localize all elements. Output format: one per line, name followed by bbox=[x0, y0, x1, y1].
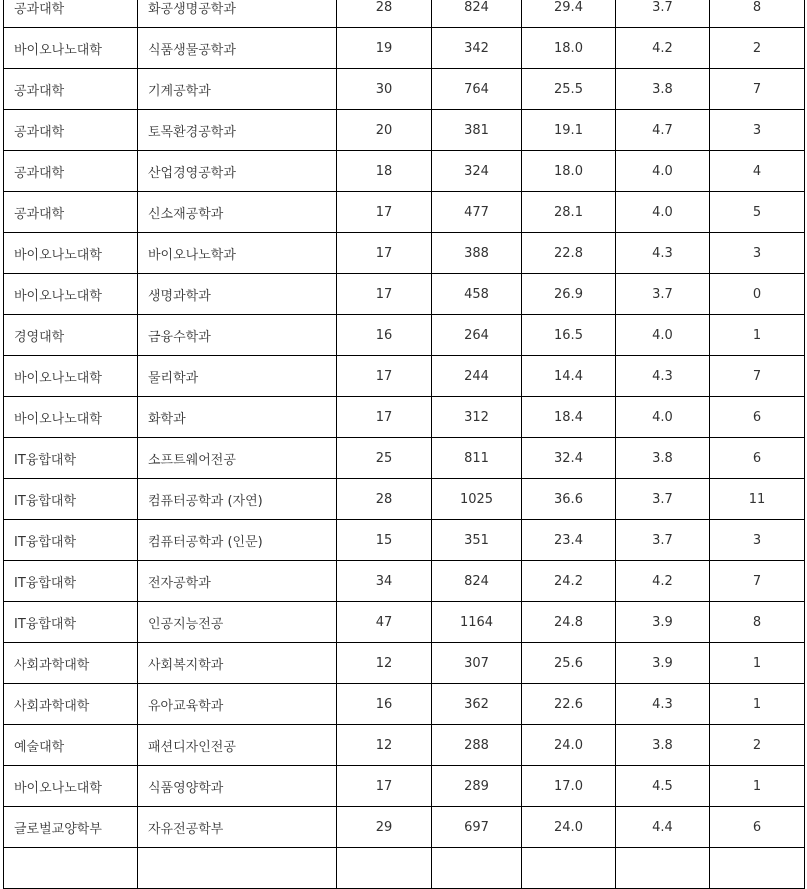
waitlist-cell: 8 bbox=[710, 0, 805, 28]
table-row bbox=[4, 192, 805, 233]
competition-rate-cell: 24.0 bbox=[522, 725, 616, 766]
waitlist-cell: 8 bbox=[710, 602, 805, 643]
table-row bbox=[4, 561, 805, 602]
competition-rate-cell: 36.6 bbox=[522, 479, 616, 520]
quota-cell: 17 bbox=[337, 397, 432, 438]
waitlist-cell: 7 bbox=[710, 561, 805, 602]
grade-cell: 3.7 bbox=[616, 479, 710, 520]
department-cell: 식품영양학과 bbox=[138, 766, 337, 807]
department-cell: 산업경영공학과 bbox=[138, 151, 337, 192]
department-cell: 컴퓨터공학과 (자연) bbox=[138, 479, 337, 520]
college-cell: 공과대학 bbox=[4, 0, 138, 28]
admissions-table-container bbox=[3, 0, 805, 889]
waitlist-cell: 3 bbox=[710, 233, 805, 274]
waitlist-cell: 11 bbox=[710, 479, 805, 520]
table-row bbox=[4, 848, 805, 889]
table-row bbox=[4, 807, 805, 848]
college-cell: 글로벌교양학부 bbox=[4, 807, 138, 848]
college-cell: IT융합대학 bbox=[4, 520, 138, 561]
quota-cell: 34 bbox=[337, 561, 432, 602]
applicants-cell: 388 bbox=[432, 233, 522, 274]
college-cell: 경영대학 bbox=[4, 315, 138, 356]
college-cell: 사회과학대학 bbox=[4, 684, 138, 725]
department-cell: 신소재공학과 bbox=[138, 192, 337, 233]
applicants-cell: 312 bbox=[432, 397, 522, 438]
applicants-cell: 324 bbox=[432, 151, 522, 192]
competition-rate-cell: 17.0 bbox=[522, 766, 616, 807]
college-cell: IT융합대학 bbox=[4, 438, 138, 479]
applicants-cell: 288 bbox=[432, 725, 522, 766]
department-cell: 토목환경공학과 bbox=[138, 110, 337, 151]
waitlist-cell: 7 bbox=[710, 69, 805, 110]
competition-rate-cell: 14.4 bbox=[522, 356, 616, 397]
applicants-cell: 811 bbox=[432, 438, 522, 479]
applicants-cell: 477 bbox=[432, 192, 522, 233]
competition-rate-cell: 32.4 bbox=[522, 438, 616, 479]
department-cell: 금융수학과 bbox=[138, 315, 337, 356]
competition-rate-cell: 24.0 bbox=[522, 807, 616, 848]
grade-cell: 4.3 bbox=[616, 356, 710, 397]
competition-rate-cell: 29.4 bbox=[522, 0, 616, 28]
department-cell bbox=[138, 848, 337, 889]
grade-cell: 3.7 bbox=[616, 274, 710, 315]
waitlist-cell: 1 bbox=[710, 766, 805, 807]
quota-cell: 16 bbox=[337, 684, 432, 725]
college-cell: 예술대학 bbox=[4, 725, 138, 766]
waitlist-cell: 6 bbox=[710, 397, 805, 438]
quota-cell: 25 bbox=[337, 438, 432, 479]
grade-cell bbox=[616, 848, 710, 889]
applicants-cell: 362 bbox=[432, 684, 522, 725]
grade-cell: 4.2 bbox=[616, 561, 710, 602]
college-cell: 공과대학 bbox=[4, 192, 138, 233]
table-row bbox=[4, 233, 805, 274]
department-cell: 물리학과 bbox=[138, 356, 337, 397]
department-cell: 식품생물공학과 bbox=[138, 28, 337, 69]
waitlist-cell: 6 bbox=[710, 807, 805, 848]
quota-cell: 15 bbox=[337, 520, 432, 561]
waitlist-cell: 3 bbox=[710, 110, 805, 151]
table-row bbox=[4, 725, 805, 766]
college-cell: 바이오나노대학 bbox=[4, 397, 138, 438]
grade-cell: 4.7 bbox=[616, 110, 710, 151]
competition-rate-cell bbox=[522, 848, 616, 889]
department-cell: 전자공학과 bbox=[138, 561, 337, 602]
competition-rate-cell: 25.5 bbox=[522, 69, 616, 110]
competition-rate-cell: 28.1 bbox=[522, 192, 616, 233]
applicants-cell: 1164 bbox=[432, 602, 522, 643]
quota-cell bbox=[337, 848, 432, 889]
college-cell: 공과대학 bbox=[4, 69, 138, 110]
competition-rate-cell: 22.8 bbox=[522, 233, 616, 274]
quota-cell: 17 bbox=[337, 356, 432, 397]
grade-cell: 4.0 bbox=[616, 192, 710, 233]
waitlist-cell: 5 bbox=[710, 192, 805, 233]
table-row bbox=[4, 0, 805, 28]
competition-rate-cell: 24.8 bbox=[522, 602, 616, 643]
table-row bbox=[4, 151, 805, 192]
applicants-cell: 289 bbox=[432, 766, 522, 807]
competition-rate-cell: 16.5 bbox=[522, 315, 616, 356]
applicants-cell: 351 bbox=[432, 520, 522, 561]
applicants-cell: 697 bbox=[432, 807, 522, 848]
waitlist-cell: 2 bbox=[710, 28, 805, 69]
waitlist-cell: 1 bbox=[710, 684, 805, 725]
applicants-cell: 342 bbox=[432, 28, 522, 69]
applicants-cell: 764 bbox=[432, 69, 522, 110]
department-cell: 바이오나노학과 bbox=[138, 233, 337, 274]
table-row bbox=[4, 520, 805, 561]
competition-rate-cell: 24.2 bbox=[522, 561, 616, 602]
competition-rate-cell: 25.6 bbox=[522, 643, 616, 684]
college-cell: IT융합대학 bbox=[4, 561, 138, 602]
quota-cell: 28 bbox=[337, 0, 432, 28]
applicants-cell: 458 bbox=[432, 274, 522, 315]
department-cell: 소프트웨어전공 bbox=[138, 438, 337, 479]
grade-cell: 4.0 bbox=[616, 315, 710, 356]
college-cell: 바이오나노대학 bbox=[4, 766, 138, 807]
quota-cell: 17 bbox=[337, 192, 432, 233]
department-cell: 컴퓨터공학과 (인문) bbox=[138, 520, 337, 561]
quota-cell: 17 bbox=[337, 233, 432, 274]
waitlist-cell: 3 bbox=[710, 520, 805, 561]
applicants-cell: 824 bbox=[432, 0, 522, 28]
department-cell: 패션디자인전공 bbox=[138, 725, 337, 766]
department-cell: 화학과 bbox=[138, 397, 337, 438]
waitlist-cell: 1 bbox=[710, 643, 805, 684]
table-row bbox=[4, 356, 805, 397]
table-row bbox=[4, 766, 805, 807]
department-cell: 화공생명공학과 bbox=[138, 0, 337, 28]
table-row bbox=[4, 438, 805, 479]
college-cell: 바이오나노대학 bbox=[4, 356, 138, 397]
waitlist-cell bbox=[710, 848, 805, 889]
department-cell: 생명과학과 bbox=[138, 274, 337, 315]
grade-cell: 4.2 bbox=[616, 28, 710, 69]
table-row bbox=[4, 110, 805, 151]
quota-cell: 29 bbox=[337, 807, 432, 848]
competition-rate-cell: 18.4 bbox=[522, 397, 616, 438]
college-cell: 바이오나노대학 bbox=[4, 233, 138, 274]
applicants-cell: 307 bbox=[432, 643, 522, 684]
grade-cell: 4.4 bbox=[616, 807, 710, 848]
competition-rate-cell: 23.4 bbox=[522, 520, 616, 561]
competition-rate-cell: 19.1 bbox=[522, 110, 616, 151]
table-row bbox=[4, 28, 805, 69]
quota-cell: 12 bbox=[337, 725, 432, 766]
quota-cell: 17 bbox=[337, 766, 432, 807]
grade-cell: 3.9 bbox=[616, 643, 710, 684]
quota-cell: 19 bbox=[337, 28, 432, 69]
grade-cell: 4.3 bbox=[616, 233, 710, 274]
grade-cell: 3.8 bbox=[616, 438, 710, 479]
grade-cell: 4.3 bbox=[616, 684, 710, 725]
department-cell: 사회복지학과 bbox=[138, 643, 337, 684]
grade-cell: 4.0 bbox=[616, 397, 710, 438]
waitlist-cell: 2 bbox=[710, 725, 805, 766]
waitlist-cell: 6 bbox=[710, 438, 805, 479]
applicants-cell: 381 bbox=[432, 110, 522, 151]
quota-cell: 20 bbox=[337, 110, 432, 151]
college-cell: 공과대학 bbox=[4, 151, 138, 192]
quota-cell: 12 bbox=[337, 643, 432, 684]
college-cell bbox=[4, 848, 138, 889]
college-cell: 사회과학대학 bbox=[4, 643, 138, 684]
quota-cell: 18 bbox=[337, 151, 432, 192]
waitlist-cell: 0 bbox=[710, 274, 805, 315]
waitlist-cell: 7 bbox=[710, 356, 805, 397]
table-row bbox=[4, 274, 805, 315]
waitlist-cell: 4 bbox=[710, 151, 805, 192]
quota-cell: 30 bbox=[337, 69, 432, 110]
college-cell: IT융합대학 bbox=[4, 602, 138, 643]
grade-cell: 3.7 bbox=[616, 520, 710, 561]
college-cell: 바이오나노대학 bbox=[4, 28, 138, 69]
table-row bbox=[4, 479, 805, 520]
table-row bbox=[4, 69, 805, 110]
college-cell: 바이오나노대학 bbox=[4, 274, 138, 315]
quota-cell: 16 bbox=[337, 315, 432, 356]
quota-cell: 17 bbox=[337, 274, 432, 315]
competition-rate-cell: 18.0 bbox=[522, 151, 616, 192]
table-row bbox=[4, 643, 805, 684]
department-cell: 유아교육학과 bbox=[138, 684, 337, 725]
college-cell: 공과대학 bbox=[4, 110, 138, 151]
table-body bbox=[4, 0, 805, 889]
grade-cell: 3.8 bbox=[616, 69, 710, 110]
grade-cell: 3.8 bbox=[616, 725, 710, 766]
competition-rate-cell: 26.9 bbox=[522, 274, 616, 315]
quota-cell: 28 bbox=[337, 479, 432, 520]
table-row bbox=[4, 315, 805, 356]
applicants-cell: 1025 bbox=[432, 479, 522, 520]
grade-cell: 4.5 bbox=[616, 766, 710, 807]
table-row bbox=[4, 397, 805, 438]
applicants-cell: 244 bbox=[432, 356, 522, 397]
grade-cell: 4.0 bbox=[616, 151, 710, 192]
applicants-cell bbox=[432, 848, 522, 889]
college-cell: IT융합대학 bbox=[4, 479, 138, 520]
competition-rate-cell: 18.0 bbox=[522, 28, 616, 69]
competition-rate-cell: 22.6 bbox=[522, 684, 616, 725]
department-cell: 자유전공학부 bbox=[138, 807, 337, 848]
quota-cell: 47 bbox=[337, 602, 432, 643]
table-row bbox=[4, 684, 805, 725]
table-row bbox=[4, 602, 805, 643]
waitlist-cell: 1 bbox=[710, 315, 805, 356]
applicants-cell: 264 bbox=[432, 315, 522, 356]
grade-cell: 3.7 bbox=[616, 0, 710, 28]
department-cell: 기계공학과 bbox=[138, 69, 337, 110]
applicants-cell: 824 bbox=[432, 561, 522, 602]
grade-cell: 3.9 bbox=[616, 602, 710, 643]
admissions-table bbox=[3, 0, 805, 889]
department-cell: 인공지능전공 bbox=[138, 602, 337, 643]
